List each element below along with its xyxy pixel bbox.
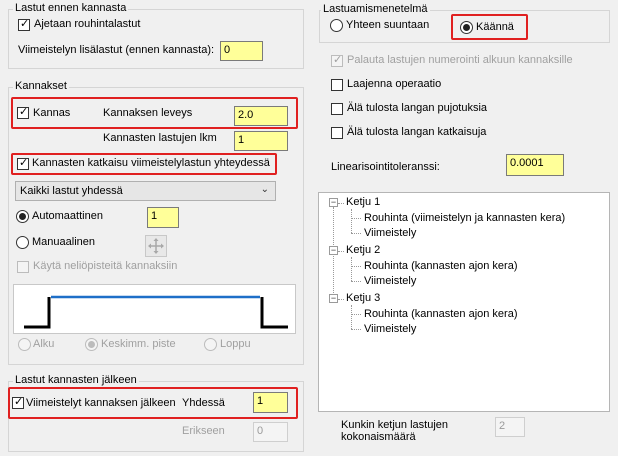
- tab-checkbox[interactable]: [17, 107, 29, 119]
- finish-after-checkbox[interactable]: [12, 397, 24, 409]
- profile-black-right: [262, 297, 288, 327]
- pos-start-label: Alku: [33, 338, 55, 350]
- cutoff-checkbox[interactable]: [17, 158, 29, 170]
- no-print-threads-label: Älä tulosta langan pujotuksia: [347, 102, 488, 114]
- cutting-method-legend: Lastuamismenetelmä: [323, 3, 428, 15]
- no-print-cuts-label: Älä tulosta langan katkaisuja: [347, 126, 487, 138]
- check-icon: ✓: [19, 157, 29, 169]
- no-print-threads-checkbox[interactable]: [331, 103, 343, 115]
- chevron-down-icon: ⌄: [260, 184, 269, 195]
- stock-after-legend: Lastut kannasten jälkeen: [15, 374, 137, 386]
- pos-middle-label: Keskimm. piste: [101, 338, 176, 350]
- one-direction-label: Yhteen suuntaan: [346, 19, 430, 31]
- finish-extra-label: Viimeistelyn lisälastut (ennen kannasta):: [18, 44, 215, 56]
- tree-item[interactable]: Rouhinta (kannasten ajon kera): [364, 308, 518, 320]
- tree-chain-2[interactable]: Ketju 2: [346, 244, 381, 256]
- rough-checkbox-label: Ajetaan rouhintalastut: [34, 18, 141, 30]
- one-direction-radio[interactable]: [330, 19, 343, 32]
- tab-count-label: Kannasten lastujen lkm: [103, 132, 217, 144]
- separate-label: Erikseen: [182, 425, 225, 437]
- pos-end-label: Loppu: [220, 338, 251, 350]
- tree-item[interactable]: Rouhinta (viimeistelyn ja kannasten kera): [364, 212, 566, 224]
- squares-checkbox-label: Käytä neliöpisteitä kannaksiin: [33, 260, 178, 272]
- tab-count-input[interactable]: 1: [234, 131, 288, 151]
- reverse-label: Käännä: [476, 21, 514, 33]
- manual-radio-label: Manuaalinen: [32, 236, 95, 248]
- radio-dot-icon: [463, 24, 470, 31]
- squares-checkbox[interactable]: [17, 261, 29, 273]
- check-icon: ✓: [14, 396, 24, 408]
- collapse-icon[interactable]: −: [330, 293, 337, 303]
- tab-width-input[interactable]: 2.0: [234, 106, 288, 126]
- chain-total-label-line1: Kunkin ketjun lastujen: [341, 419, 449, 431]
- auto-radio[interactable]: [16, 210, 29, 223]
- tab-profile-preview: [13, 284, 296, 334]
- tree-item[interactable]: Viimeistely: [364, 227, 417, 239]
- manual-radio[interactable]: [16, 236, 29, 249]
- tab-width-label: Kannaksen leveys: [103, 107, 193, 119]
- renumber-checkbox[interactable]: [331, 55, 343, 67]
- check-icon: ✓: [19, 106, 29, 118]
- chain-tree[interactable]: [318, 192, 610, 412]
- no-print-cuts-checkbox[interactable]: [331, 127, 343, 139]
- together-label: Yhdessä: [182, 397, 225, 409]
- chain-total-input[interactable]: 2: [495, 417, 525, 437]
- collapse-icon[interactable]: −: [330, 197, 337, 207]
- linearize-input[interactable]: 0.0001: [506, 154, 564, 176]
- finish-extra-input[interactable]: 0: [220, 41, 263, 61]
- tree-item[interactable]: Rouhinta (kannasten ajon kera): [364, 260, 518, 272]
- cutoff-checkbox-label: Kannasten katkaisu viimeistelylastun yhteydessä: [32, 157, 270, 169]
- chain-total-label-line2: kokonaismäärä: [341, 431, 416, 443]
- separate-input[interactable]: 0: [253, 422, 288, 442]
- check-icon: ✓: [20, 18, 30, 30]
- renumber-label: Palauta lastujen numerointi alkuun kannaksille: [347, 54, 573, 66]
- rough-checkbox[interactable]: [18, 19, 30, 31]
- stock-before-legend: Lastut ennen kannasta: [15, 2, 127, 14]
- tree-item[interactable]: Viimeistely: [364, 323, 417, 335]
- tree-chain-3[interactable]: Ketju 3: [346, 292, 381, 304]
- tab-checkbox-label: Kannas: [33, 107, 71, 119]
- radio-dot-icon: [88, 341, 95, 348]
- tree-chain-1[interactable]: Ketju 1: [346, 196, 381, 208]
- linearize-label: Linearisointitoleranssi:: [331, 161, 440, 173]
- reverse-radio[interactable]: [460, 21, 473, 34]
- tab-mode-combobox[interactable]: [15, 181, 276, 201]
- auto-radio-label: Automaattinen: [32, 210, 103, 222]
- collapse-icon[interactable]: −: [330, 245, 337, 255]
- pos-start-radio[interactable]: [18, 338, 31, 351]
- tabs-legend: Kannakset: [15, 80, 67, 92]
- profile-black-left: [24, 297, 49, 327]
- finish-after-label: Viimeistelyt kannaksen jälkeen: [26, 397, 176, 409]
- together-input[interactable]: 1: [253, 392, 288, 413]
- radio-dot-icon: [19, 213, 26, 220]
- pos-end-radio[interactable]: [204, 338, 217, 351]
- move-icon[interactable]: [145, 235, 167, 257]
- tab-mode-value: Kaikki lastut yhdessä: [20, 185, 123, 197]
- check-icon: ✓: [333, 54, 343, 66]
- pos-middle-radio[interactable]: [85, 338, 98, 351]
- auto-count-input[interactable]: 1: [147, 207, 179, 228]
- expand-label: Laajenna operaatio: [347, 78, 442, 90]
- tree-item[interactable]: Viimeistely: [364, 275, 417, 287]
- expand-checkbox[interactable]: [331, 79, 343, 91]
